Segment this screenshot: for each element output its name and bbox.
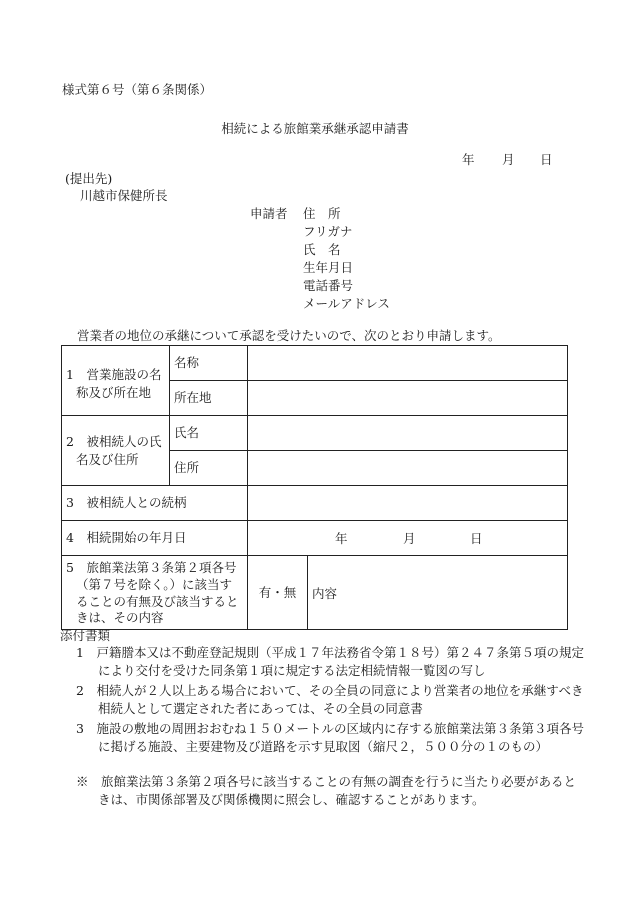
inheritance-day-label: 日 <box>470 531 483 546</box>
facility-name-field[interactable] <box>248 346 568 381</box>
applicant-address-label: 住 所 <box>303 206 341 221</box>
recipient: 川越市保健所長 <box>80 188 168 203</box>
facility-name-label: 名称 <box>170 346 248 381</box>
decedent-name-label: 氏名 <box>170 416 248 451</box>
application-table <box>61 345 568 630</box>
disqualification-content-label: 内容 <box>308 556 568 630</box>
submit-to-label: (提出先) <box>65 171 113 186</box>
document-title: 相続による旅館業承継承認申請書 <box>221 121 409 136</box>
facility-location-label: 所在地 <box>170 381 248 416</box>
applicant-birthdate-label: 生年月日 <box>303 260 354 275</box>
applicant-email-label: メールアドレス <box>303 296 390 311</box>
date-year-label: 年 <box>462 152 475 167</box>
attachment-item-1: 1 戸籍謄本又は不動産登記規則（平成１７年法務省令第１８号）第２４７条第５項の規定により交付を受けた同条第１項に規定する法定相続情報一覧図の写し <box>76 645 584 679</box>
applicant-label: 申請者 <box>250 206 288 221</box>
decedent-address-label: 住所 <box>170 451 248 486</box>
decedent-header: 2 被相続人の氏名及び住所 <box>62 416 170 486</box>
applicant-name-label: 氏 名 <box>303 242 341 257</box>
relationship-field[interactable] <box>248 486 568 521</box>
inheritance-month-label: 月 <box>403 531 416 546</box>
form-number: 様式第６号（第６条関係） <box>62 82 213 97</box>
disqualification-header: 5 旅館業法第３条第２項各号（第７号を除く。）に該当することの有無及び該当するときは、その内容 <box>62 556 248 630</box>
facility-header: 1 営業施設の名称及び所在地 <box>62 346 170 416</box>
attachments-title: 添付書類 <box>60 628 111 643</box>
inheritance-year-label: 年 <box>335 531 348 546</box>
decedent-name-field[interactable] <box>248 416 568 451</box>
disqualification-choice[interactable]: 有・無 <box>248 556 308 630</box>
application-statement: 営業者の地位の承継について承認を受けたいので、次のとおり申請します。 <box>77 328 501 343</box>
inheritance-date-header: 4 相続開始の年月日 <box>62 521 248 556</box>
attachment-item-3: 3 施設の敷地の周囲おおむね１５０メートルの区域内に存する旅館業法第３条第３項各号に掲げる施設、主要建物及び道路を示す見取図（縮尺２，５００分の１のもの） <box>76 721 584 755</box>
decedent-address-field[interactable] <box>248 451 568 486</box>
date-day-label: 日 <box>540 152 553 167</box>
attachment-item-2: 2 相続人が２人以上ある場合において、その全員の同意により営業者の地位を承継すべき相続人として選定された者にあっては、その全員の同意書 <box>76 683 584 717</box>
inheritance-date-field[interactable] <box>248 521 568 556</box>
applicant-furigana-label: フリガナ <box>303 224 353 239</box>
facility-location-field[interactable] <box>248 381 568 416</box>
attachment-note: ※ 旅館業法第３条第２項各号に該当することの有無の調査を行うに当たり必要があるときは、市関係部署及び関係機関に照会し、確認することがあります。 <box>76 774 577 808</box>
relationship-header: 3 被相続人との続柄 <box>62 486 248 521</box>
applicant-phone-label: 電話番号 <box>303 278 354 293</box>
date-month-label: 月 <box>502 152 515 167</box>
